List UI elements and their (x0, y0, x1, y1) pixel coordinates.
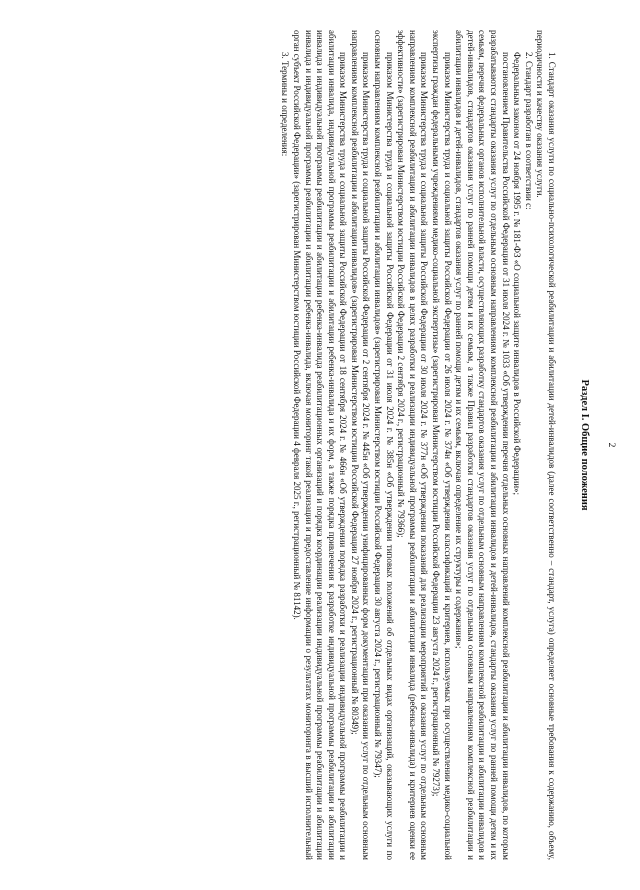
paragraph-order-445n: приказом Министерства труда и социальной защиты Российской Федерации от 2 сентября 2024 г. № 445н «Об утверждении унифицированных форм документации при оказании услуг по отдельным основным направлениям комплексной реабилитации и абилитации инвалидов» (зарегистрирован Министерством юстиции Российской Федерации 27 ноября 2024 г., регистрационный № 80349); (349, 30, 372, 860)
paragraph-government-decree: постановлением Правительства Российской Федерации от 31 июля 2024 г. № 1033 «Об утверждении перечня отдельных основных направлений комплексной реабилитации и абилитации инвалидов, по которым разрабатываются стандарты оказания услуг по отдельным основным направлениям комплексной реабилитации и абилитации инвалидов и детей-инвалидов, стандарты оказания услуг по ранней помощи детям и их семьям, перечня федеральных органов исполнительной власти, осуществляющих разработку стандартов оказания услуг по отдельным основным направлениям комплексной реабилитации и абилитации инвалидов и детей-инвалидов, стандартов оказания услуг по ранней помощи детям и их семьям, а также Правил разработки стандартов оказания услуг по отдельным основным направлениям комплексной реабилитации и абилитации инвалидов и детей-инвалидов, стандартов оказания услуг по ранней помощи детям и их семьям, включая определение их структуры и содержания»; (454, 30, 511, 860)
paragraph-federal-law: Федеральным законом от 24 ноября 1995 г. № 181-ФЗ «О социальной защите инвалидов в Российской Федерации»; (512, 52, 523, 496)
page-number: 2 (606, 442, 616, 448)
paragraph-terms: 3. Термины и определения: (280, 52, 291, 157)
section-title: Раздел I. Общие положения (579, 379, 590, 511)
paragraph-order-374n: приказом Министерства труда и социальной защиты Российской Федерации от 26 июля 2024 г. № 374н «Об утверждении классификаций и критериев, используемых при осуществлении медико-социальной экспертизы граждан федеральными учреждениями медико-социальной экспертизы» (зарегистрирован Министерством юстиции Российской Федерации 23 августа 2024 г., регистрационный № 79273); (431, 30, 453, 860)
paragraph-order-377n: приказом Министерства труда и социальной защиты Российской Федерации от 30 июля 2024 г. № 377н «Об утверждении показаний для реализации мероприятий и оказания услуг по отдельным основным направлениям комплексной реабилитации и абилитации инвалидов в целях разработки и реализации индивидуальной программы реабилитации и абилитации инвалида (ребенка-инвалида) и критериев оценки ее эффективности» (зарегистрирован Министерством юстиции Российской Федерации 2 сентября 2024 г., регистрационный № 79366); (396, 30, 430, 860)
paragraph-basis: 2. Стандарт разработан в соответствии с: (523, 52, 534, 210)
document-body (279, 30, 557, 860)
paragraph-purpose: 1. Стандарт оказания услуги по социально-психологической реабилитации и абилитации детей-инвалидов (далее соответственно – стандарт, услуга) определяет основные требования к содержанию, объему, периодичности и качеству оказания услуги. (535, 30, 557, 860)
paragraph-order-466n: приказом Министерства труда и социальной защиты Российской Федерации от 18 сентября 2024 г. № 466н «Об утверждении порядка разработки и реализации индивидуальной программы реабилитации и абилитации инвалида, индивидуальной программы реабилитации и абилитации ребенка-инвалида и их форм, а также порядка привлечения к разработке индивидуальной программы реабилитации и абилитации инвалида и индивидуальной программы реабилитации и абилитации ребенка-инвалида реабилитационных организаций и порядка координации реализации индивидуальной программы реабилитации и абилитации инвалида и индивидуальной программы реабилитации и абилитации ребенка-инвалида, включая мониторинг такой реализации и предоставление информации о результатах мониторинга в высший исполнительный орган субъект Российской Федерации» (зарегистрирован Министерством юстиции Российской Федерации 4 февраля 2025 г., регистрационный № 81142). (291, 30, 349, 860)
paragraph-order-385n: приказом Министерства труда и социальной защиты Российской Федерации от 31 июля 2024 г. № 385н «Об утверждении типовых положений об отдельных видах организаций, оказывающих услуги по основным направлениям комплексной реабилитации и абилитации инвалидов» (зарегистрирован Министерством юстиции Российской Федерации 30 августа 2024 г., регистрационный № 79347); (373, 30, 395, 860)
